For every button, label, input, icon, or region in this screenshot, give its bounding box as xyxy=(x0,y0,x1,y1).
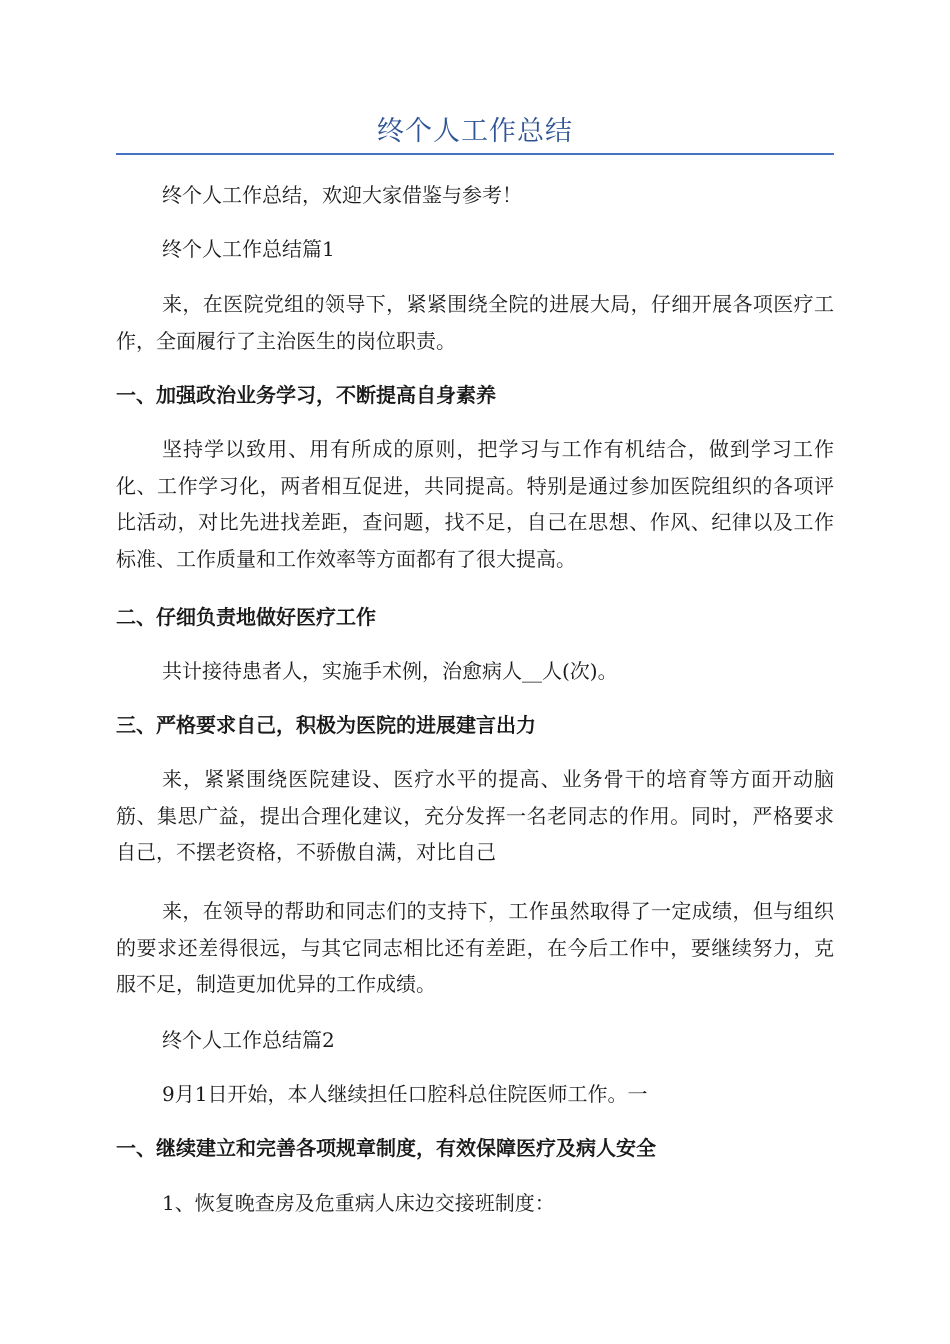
section-body-2: 共计接待患者人，实施手术例，治愈病人__人(次)。 xyxy=(162,659,618,683)
section-heading-1: 一、加强政治业务学习，不断提高自身素养 xyxy=(116,383,496,407)
list-item-1: 1、恢复晚查房及危重病人床边交接班制度： xyxy=(162,1191,555,1215)
intro-paragraph: 终个人工作总结，欢迎大家借鉴与参考！ xyxy=(162,183,522,207)
section-body-3: 来，紧紧围绕医院建设、医疗水平的提高、业务骨干的培育等方面开动脑筋、集思广益，提出合理化建议，充分发挥一名老同志的作用。同时，严格要求自己，不摆老资格，不骄傲自满，对比自己 xyxy=(116,767,834,864)
title-underline xyxy=(116,153,834,155)
part1-label: 终个人工作总结篇1 xyxy=(162,237,335,261)
section-heading-2: 二、仔细负责地做好医疗工作 xyxy=(116,605,376,629)
document-title: 终个人工作总结 xyxy=(377,116,573,147)
section-heading-3: 三、严格要求自己，积极为医院的进展建言出力 xyxy=(116,713,536,737)
part2-label: 终个人工作总结篇2 xyxy=(162,1028,335,1052)
section-heading-4: 一、继续建立和完善各项规章制度，有效保障医疗及病人安全 xyxy=(116,1136,656,1160)
section-body-4: 来，在领导的帮助和同志们的支持下，工作虽然取得了一定成绩，但与组织的要求还差得很远，与其它同志相比还有差距，在今后工作中，要继续努力，克服不足，制造更加优异的工作成绩。 xyxy=(116,899,834,996)
part2-opening-paragraph: 9月1日开始，本人继续担任口腔科总住院医师工作。一 xyxy=(162,1082,648,1106)
section-body-1: 坚持学以致用、用有所成的原则，把学习与工作有机结合，做到学习工作化、工作学习化，两者相互促进，共同提高。特别是通过参加医院组织的各项评比活动，对比先进找差距，查问题，找不足，自己在思想、作风、纪律以及工作标准、工作质量和工作效率等方面都有了很大提高。 xyxy=(116,437,834,571)
part1-opening-paragraph: 来，在医院党组的领导下，紧紧围绕全院的进展大局，仔细开展各项医疗工作，全面履行了主治医生的岗位职责。 xyxy=(116,292,834,353)
